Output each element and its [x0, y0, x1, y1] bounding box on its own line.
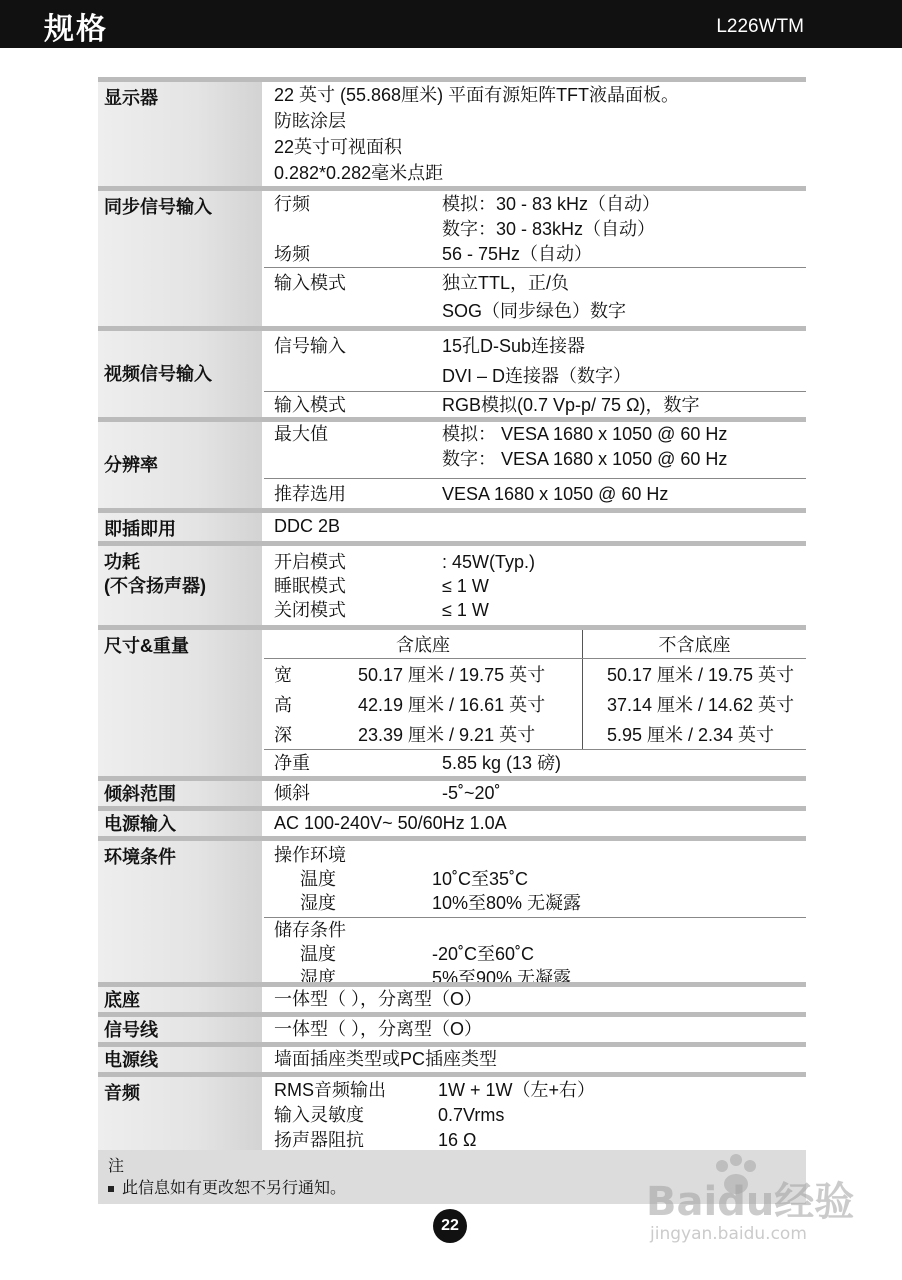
page-title: 规格 — [44, 13, 108, 46]
spec-key: 温度 — [300, 944, 336, 964]
spec-value: 5%至90% 无凝露 — [432, 968, 572, 988]
bullet-icon — [108, 1186, 114, 1192]
spec-value: 模拟：30 - 83 kHz（自动） — [442, 194, 661, 214]
row-label: 同步信号输入 — [98, 191, 262, 326]
row-label — [98, 546, 262, 625]
spec-value: 1W + 1W（左+右） — [438, 1080, 596, 1100]
spec-value: 5.85 kg (13 磅) — [442, 753, 562, 773]
row-label: 视频信号输入 — [98, 331, 262, 417]
spec-row-power-cord — [98, 1042, 806, 1072]
spec-row-plug-and-play — [98, 508, 806, 541]
spec-value: AC 100-240V~ 50/60Hz 1.0A — [274, 813, 507, 833]
spec-row-power-input — [98, 806, 806, 836]
spec-key: 输入模式 — [274, 273, 346, 293]
row-label: 信号线 — [98, 1017, 262, 1042]
spec-value: DVI – D连接器（数字） — [442, 366, 632, 386]
spec-value: ≤ 1 W — [442, 600, 489, 620]
spec-value: 墙面插座类型或PC插座类型 — [274, 1049, 498, 1069]
row-label: 电源线 — [98, 1047, 262, 1072]
row-label: 尺寸&重量 — [98, 630, 262, 776]
spec-value: 56 - 75Hz（自动） — [442, 244, 593, 264]
watermark-logo: Baidu经验 — [646, 1179, 855, 1225]
dimension-key: 宽 — [274, 665, 292, 685]
spec-key: 湿度 — [300, 968, 336, 988]
spec-key: 睡眠模式 — [274, 576, 346, 596]
spec-value: 15孔D-Sub连接器 — [442, 336, 586, 356]
spec-key: 扬声器阻抗 — [274, 1130, 364, 1150]
row-label: 倾斜范围 — [98, 781, 262, 806]
spec-key: 倾斜 — [274, 783, 310, 803]
with-stand-value: 23.39 厘米 / 9.21 英寸 — [358, 719, 582, 749]
with-stand-value: 42.19 厘米 / 16.61 英寸 — [358, 689, 582, 719]
spec-value: 一体型（ ），分离型（O） — [274, 989, 483, 1009]
spec-key: 湿度 — [300, 893, 336, 913]
without-stand-value: 50.17 厘米 / 19.75 英寸 — [606, 665, 795, 685]
table-row — [264, 659, 806, 690]
spec-key: 温度 — [300, 869, 336, 889]
row-label: 底座 — [98, 987, 262, 1012]
spec-value: 一体型（ ），分离型（O） — [274, 1019, 483, 1039]
spec-key: 输入模式 — [274, 395, 346, 415]
spec-row-power-consumption — [98, 541, 806, 625]
spec-value: 22 英寸 (55.868厘米) 平面有源矩阵TFT液晶面板。 — [274, 85, 680, 105]
spec-row-dimensions — [98, 625, 806, 776]
spec-value: RGB模拟(0.7 Vp-p/ 75 Ω)，数字 — [442, 395, 700, 415]
spec-value: DDC 2B — [274, 516, 341, 536]
spec-value: VESA 1680 x 1050 @ 60 Hz — [442, 484, 669, 504]
row-label: 即插即用 — [98, 513, 262, 541]
spec-value: 10%至80% 无凝露 — [432, 893, 582, 913]
column-header: 不含底座 — [582, 630, 806, 659]
spec-row-display — [98, 77, 806, 186]
column-header: 含底座 — [264, 630, 582, 659]
row-label: 电源输入 — [98, 811, 262, 836]
spec-key: 开启模式 — [274, 552, 346, 572]
spec-key: 关闭模式 — [274, 600, 346, 620]
spec-row-signal-cable — [98, 1012, 806, 1042]
spec-value: ≤ 1 W — [442, 576, 489, 596]
note-title: 注 — [108, 1158, 125, 1175]
row-label: 分辨率 — [98, 422, 262, 508]
without-stand-value: 37.14 厘米 / 14.62 英寸 — [606, 695, 795, 715]
spec-table — [98, 77, 806, 1160]
spec-row-environment — [98, 836, 806, 988]
spec-key: 行频 — [274, 194, 310, 214]
spec-value: 独立TTL，正/负 — [442, 273, 570, 293]
model-number: L226WTM — [716, 16, 804, 37]
watermark-url: jingyan.baidu.com — [650, 1224, 807, 1244]
spec-key: 最大值 — [274, 424, 328, 444]
spec-key: 场频 — [274, 244, 310, 264]
spec-subheading: 储存条件 — [274, 920, 346, 940]
spec-key: 推荐选用 — [274, 484, 346, 504]
row-label: 显示器 — [98, 82, 262, 186]
dimension-key: 深 — [274, 725, 292, 745]
spec-row-tilt — [98, 776, 806, 806]
dimensions-table — [264, 630, 806, 749]
spec-value: 数字：30 - 83kHz（自动） — [442, 219, 656, 239]
table-row — [264, 689, 806, 719]
spec-row-audio — [98, 1072, 806, 1160]
spec-value: 16 Ω — [438, 1130, 477, 1150]
row-label-line: (不含扬声器) — [104, 576, 206, 596]
spec-row-sync-input — [98, 186, 806, 326]
spec-value: 模拟： VESA 1680 x 1050 @ 60 Hz — [442, 424, 728, 444]
spec-value: 0.282*0.282毫米点距 — [274, 163, 444, 183]
spec-value: 数字： VESA 1680 x 1050 @ 60 Hz — [442, 449, 728, 469]
page-number: 22 — [433, 1209, 467, 1243]
spec-value: 0.7Vrms — [438, 1105, 505, 1125]
without-stand-value: 5.95 厘米 / 2.34 英寸 — [606, 725, 775, 745]
spec-value: 10˚C至35˚C — [432, 869, 529, 889]
note-text: 此信息如有更改恕不另行通知。 — [122, 1180, 347, 1197]
spec-row-resolution — [98, 417, 806, 508]
dimension-key: 高 — [274, 695, 292, 715]
spec-value: -5˚~20˚ — [442, 783, 501, 803]
spec-row-video-input — [98, 326, 806, 417]
row-label: 音频 — [98, 1077, 262, 1155]
spec-key: 输入灵敏度 — [274, 1105, 364, 1125]
spec-value: SOG（同步绿色）数字 — [442, 301, 627, 321]
table-row — [264, 719, 806, 749]
spec-row-stand — [98, 982, 806, 1012]
spec-value: 22英寸可视面积 — [274, 137, 403, 157]
with-stand-value: 50.17 厘米 / 19.75 英寸 — [358, 659, 582, 690]
spec-key: RMS音频输出 — [274, 1080, 386, 1100]
spec-value: -20˚C至60˚C — [432, 944, 535, 964]
spec-value: : 45W(Typ.) — [442, 552, 536, 572]
spec-subheading: 操作环境 — [274, 845, 346, 865]
spec-value: 防眩涂层 — [274, 111, 346, 131]
row-label-line: 功耗 — [104, 552, 140, 572]
watermark — [640, 1150, 860, 1250]
page-header — [0, 0, 902, 48]
spec-key: 信号输入 — [274, 336, 346, 356]
spec-key: 净重 — [274, 753, 310, 773]
row-label: 环境条件 — [98, 841, 262, 982]
